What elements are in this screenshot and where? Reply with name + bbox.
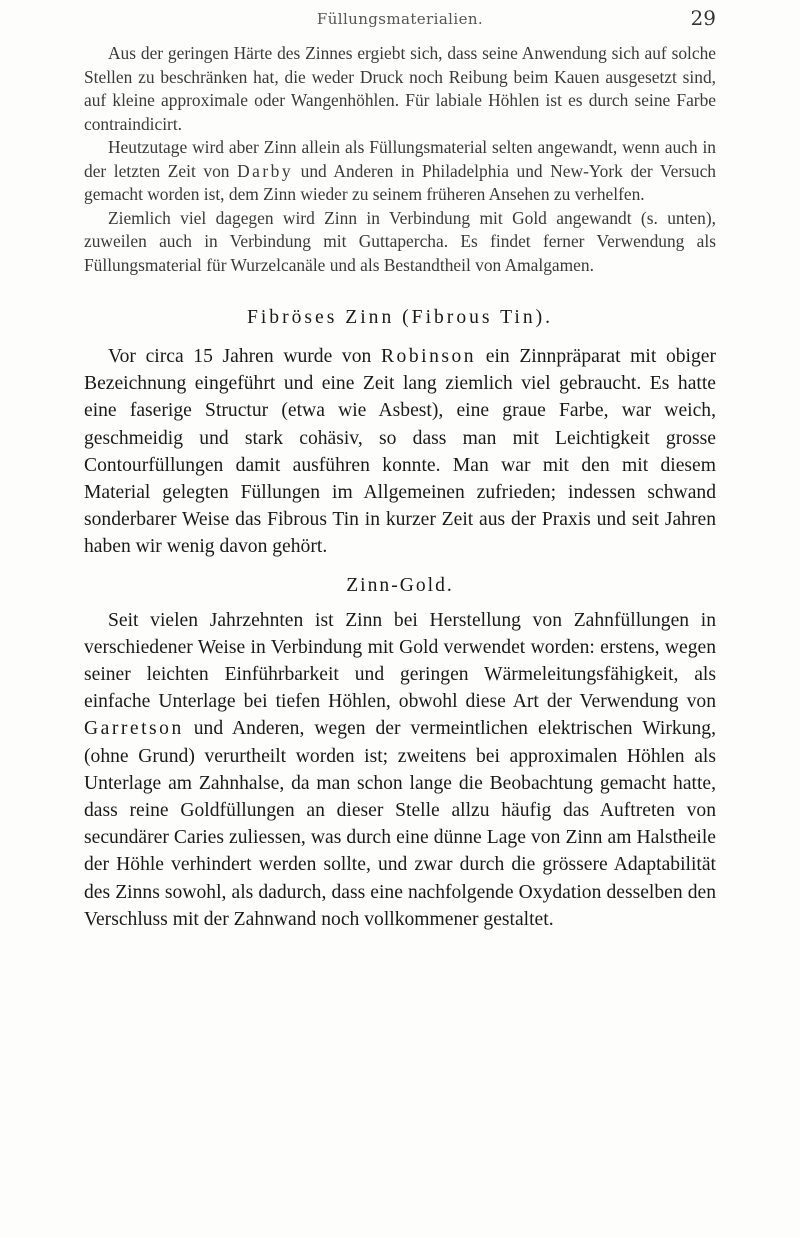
paragraph-combinations: Ziemlich viel dagegen wird Zinn in Verbindung mit Gold angewandt (s. unten), zuweilen auch in Verbindung mit Guttapercha. Es findet ferner Verwendung als Füllungsmaterial für Wurzelcanäle und als Bestandtheil von Amalgamen. bbox=[84, 207, 716, 275]
paragraph-text: ein Zinnpräparat mit obiger Bezeichnung eingeführt und eine Zeit lang ziemlich viel gebraucht. Es hatte eine faserige Structur (etwa wie Asbest), eine graue Farbe, war weich, geschmeidig und stark cohäsiv, so dass man mit Leichtigkeit grosse Contourfüllungen damit ausführen konnte. Man war mit den mit diesem Material gelegten Füllungen im Allgemeinen zufrieden; indessen schwand sonderbarer Weise das Fibrous Tin in kurzer Zeit aus der Praxis und seit Jahren haben wir wenig davon gehört. bbox=[84, 346, 717, 558]
running-head bbox=[84, 6, 716, 30]
paragraph-text: und Anderen in Philadelphia und New-York der Versuch gemacht worden ist, dem Zinn wieder zu seinem früheren Ansehen zu verhelfen. bbox=[84, 160, 716, 204]
person-name-darby: Darby bbox=[237, 160, 294, 181]
paragraph-hardness: Aus der geringen Härte des Zinnes ergiebt sich, dass seine Anwendung sich auf solche Stellen zu beschränken hat, die weder Druck noch Reibung beim Kauen ausgesetzt sind, auf kleine approximale oder Wangenhöhlen. Für labiale Höhlen ist es durch seine Farbe contraindicirt. bbox=[84, 43, 716, 134]
person-name-robinson: Robinson bbox=[380, 346, 477, 367]
paragraph-tin-gold bbox=[84, 607, 716, 933]
section-heading-tin-gold: Zinn-Gold. bbox=[346, 574, 454, 596]
person-name-garretson: Garretson bbox=[84, 718, 184, 740]
paragraph-text: und Anderen, wegen der vermeintlichen elektrischen Wirkung, (ohne Grund) verurtheilt worden ist; zweitens bei approximalen Höhlen als Unterlage am Zahnhalse, da man schon lange die Beobachtung gemacht hatte, dass reine Goldfüllungen an dieser Stelle allzu häufig das Auftreten von secundärer Caries zuliessen, was durch eine dünne Lage von Zinn am Halstheile der Höhle verhindert werden sollte, und zwar durch die grössere Adaptabilität des Zinns sowohl, als dadurch, dass eine nachfolgende Oxydation desselben den Verschluss mit der Zahnwand noch vollkommener gestaltet. bbox=[84, 718, 716, 930]
section-heading-fibrous-tin: Fibröses Zinn (Fibrous Tin). bbox=[246, 307, 554, 328]
paragraph-text: Heutzutage wird aber Zinn allein als Füllungsmaterial selten angewandt, wenn auch in der letzten Zeit von bbox=[84, 137, 716, 181]
paragraph-current-use bbox=[84, 136, 716, 207]
page-number: 29 bbox=[690, 6, 716, 30]
paragraph-text: Vor circa 15 Jahren wurde von bbox=[108, 346, 381, 367]
paragraph-text: Seit vielen Jahrzehnten ist Zinn bei Herstellung von Zahnfüllungen in verschiedener Weise in Verbindung mit Gold verwendet worden: erstens, wegen seiner leichten Einführbarkeit und geringen Wärmeleitungsfähigkeit, als einfache Unterlage bei tiefen Höhlen, obwohl diese Art der Verwendung von bbox=[84, 609, 716, 713]
body-text bbox=[84, 42, 716, 933]
paragraph-fibrous-tin bbox=[84, 343, 716, 561]
running-title: Füllungsmaterialien. bbox=[316, 10, 484, 28]
